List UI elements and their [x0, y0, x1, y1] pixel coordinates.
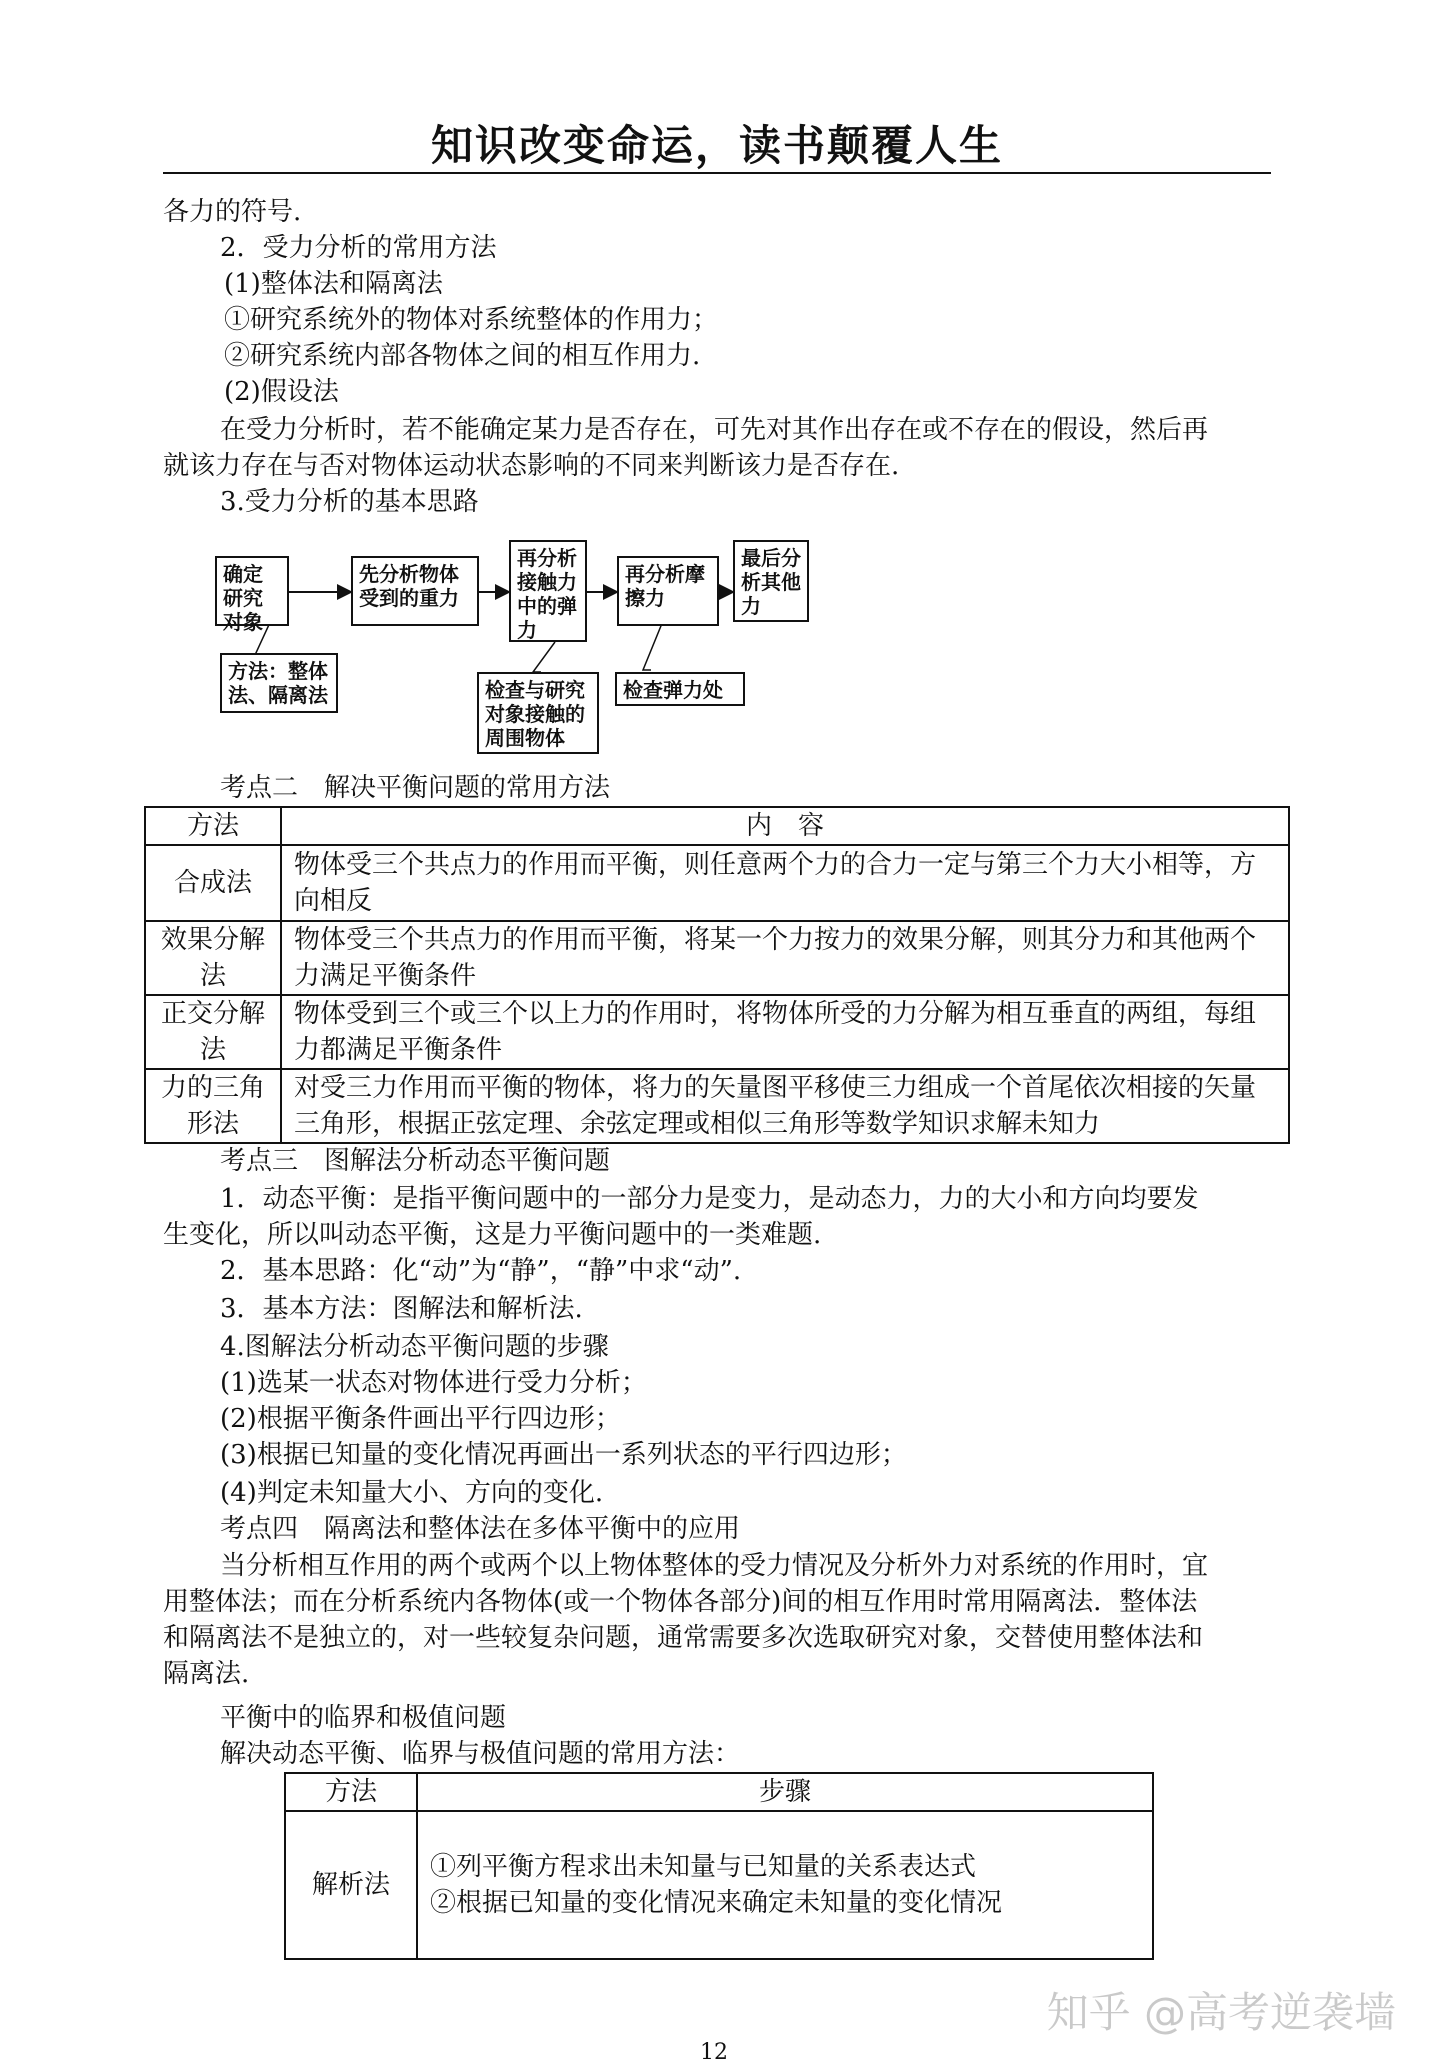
text-line: 各力的符号.	[163, 197, 302, 227]
content-cell: 对受三力作用而平衡的物体，将力的矢量图平移使三力组成一个首尾依次相接的矢量三角形，根据正弦定理、余弦定理或相似三角形等数学知识求解未知力	[281, 1069, 1289, 1143]
flow-note-check-elastic: 检查弹力处	[615, 672, 745, 706]
table-row	[285, 1811, 1153, 1959]
text-line: 当分析相互作用的两个或两个以上物体整体的受力情况及分析外力对系统的作用时，宜	[220, 1551, 1209, 1581]
text-line: (3)根据已知量的变化情况再画出一系列状态的平行四边形；	[220, 1440, 907, 1470]
steps-table	[284, 1772, 1154, 1960]
text-line: 4.图解法分析动态平衡问题的步骤	[220, 1332, 609, 1362]
content-cell: 物体受到三个或三个以上力的作用时，将物体所受的力分解为相互垂直的两组，每组力都满足平衡条件	[281, 995, 1289, 1069]
flow-box-determine-object: 确定研究对象	[215, 556, 289, 626]
text-line: 2．基本思路：化“动”为“静”，“静”中求“动”.	[220, 1256, 742, 1286]
text-line: 1．动态平衡：是指平衡问题中的一部分力是变力，是动态力，力的大小和方向均要发	[220, 1184, 1199, 1214]
step-line: ②根据已知量的变化情况来确定未知量的变化情况	[430, 1888, 1003, 1918]
section-title: 考点二 解决平衡问题的常用方法	[220, 773, 611, 803]
table-header-row	[285, 1773, 1153, 1811]
page-number: 12	[700, 2040, 728, 2065]
text-line: 就该力存在与否对物体运动状态影响的不同来判断该力是否存在.	[163, 451, 900, 481]
section-title: 考点三 图解法分析动态平衡问题	[220, 1146, 611, 1176]
method-cell: 合成法	[145, 845, 281, 921]
content-cell: 物体受三个共点力的作用而平衡，将某一个力按力的效果分解，则其分力和其他两个力满足平衡条件	[281, 921, 1289, 995]
text-line: 生变化，所以叫动态平衡，这是力平衡问题中的一类难题.	[163, 1220, 822, 1250]
table-row	[145, 921, 1289, 995]
text-line: 2．受力分析的常用方法	[220, 233, 497, 263]
method-cell: 正交分解法	[145, 995, 281, 1069]
text-line: (4)判定未知量大小、方向的变化.	[220, 1478, 604, 1508]
section-title: 考点四 隔离法和整体法在多体平衡中的应用	[220, 1514, 741, 1544]
page-header-title: 知识改变命运，读书颠覆人生	[430, 121, 1003, 170]
flow-box-friction: 再分析摩擦力	[617, 556, 719, 626]
table-header-cell: 方法	[145, 807, 281, 845]
method-cell: 解析法	[285, 1811, 417, 1959]
text-line: 3.受力分析的基本思路	[220, 487, 479, 517]
steps-cell	[417, 1811, 1153, 1959]
flow-note-method: 方法：整体法、隔离法	[220, 653, 338, 713]
flow-note-check-contact: 检查与研究对象接触的周围物体	[477, 672, 599, 754]
callout-line	[533, 642, 555, 672]
text-line: (1)整体法和隔离法	[224, 269, 443, 299]
table-header-row	[145, 807, 1289, 845]
content-cell: 物体受三个共点力的作用而平衡，则任意两个力的合力一定与第三个力大小相等，方向相反	[281, 845, 1289, 921]
flow-box-other: 最后分析其他力	[733, 540, 809, 622]
table-header-cell: 步骤	[417, 1773, 1153, 1811]
text-line: 在受力分析时，若不能确定某力是否存在，可先对其作出存在或不存在的假设，然后再	[220, 415, 1209, 445]
method-cell: 效果分解法	[145, 921, 281, 995]
text-line: (2)假设法	[224, 377, 339, 407]
text-line: 和隔离法不是独立的，对一些较复杂问题，通常需要多次选取研究对象，交替使用整体法和	[163, 1623, 1204, 1653]
flow-box-gravity: 先分析物体受到的重力	[351, 556, 479, 626]
table-row	[145, 845, 1289, 921]
table-header-cell: 内 容	[281, 807, 1289, 845]
step-line: ①列平衡方程求出未知量与已知量的关系表达式	[430, 1852, 977, 1882]
text-line: 用整体法；而在分析系统内各物体(或一个物体各部分)间的相互作用时常用隔离法．整体法	[163, 1587, 1198, 1617]
text-line: 3．基本方法：图解法和解析法.	[220, 1294, 583, 1324]
table-row	[145, 995, 1289, 1069]
text-line: ①研究系统外的物体对系统整体的作用力；	[224, 305, 719, 335]
methods-table	[144, 806, 1290, 1144]
method-cell: 力的三角形法	[145, 1069, 281, 1143]
table-header-cell: 方法	[285, 1773, 417, 1811]
text-line: 解决动态平衡、临界与极值问题的常用方法：	[220, 1739, 741, 1769]
text-line: (2)根据平衡条件画出平行四边形；	[220, 1404, 621, 1434]
section-title: 平衡中的临界和极值问题	[220, 1703, 507, 1733]
watermark: 知乎 @高考逆袭墙	[1046, 1988, 1396, 2037]
text-line: (1)选某一状态对物体进行受力分析；	[220, 1368, 647, 1398]
text-line: ②研究系统内部各物体之间的相互作用力.	[224, 341, 701, 371]
flow-box-elastic: 再分析接触力中的弹力	[509, 540, 587, 642]
table-row	[145, 1069, 1289, 1143]
text-line: 隔离法.	[163, 1659, 250, 1689]
header-rule	[163, 172, 1271, 174]
